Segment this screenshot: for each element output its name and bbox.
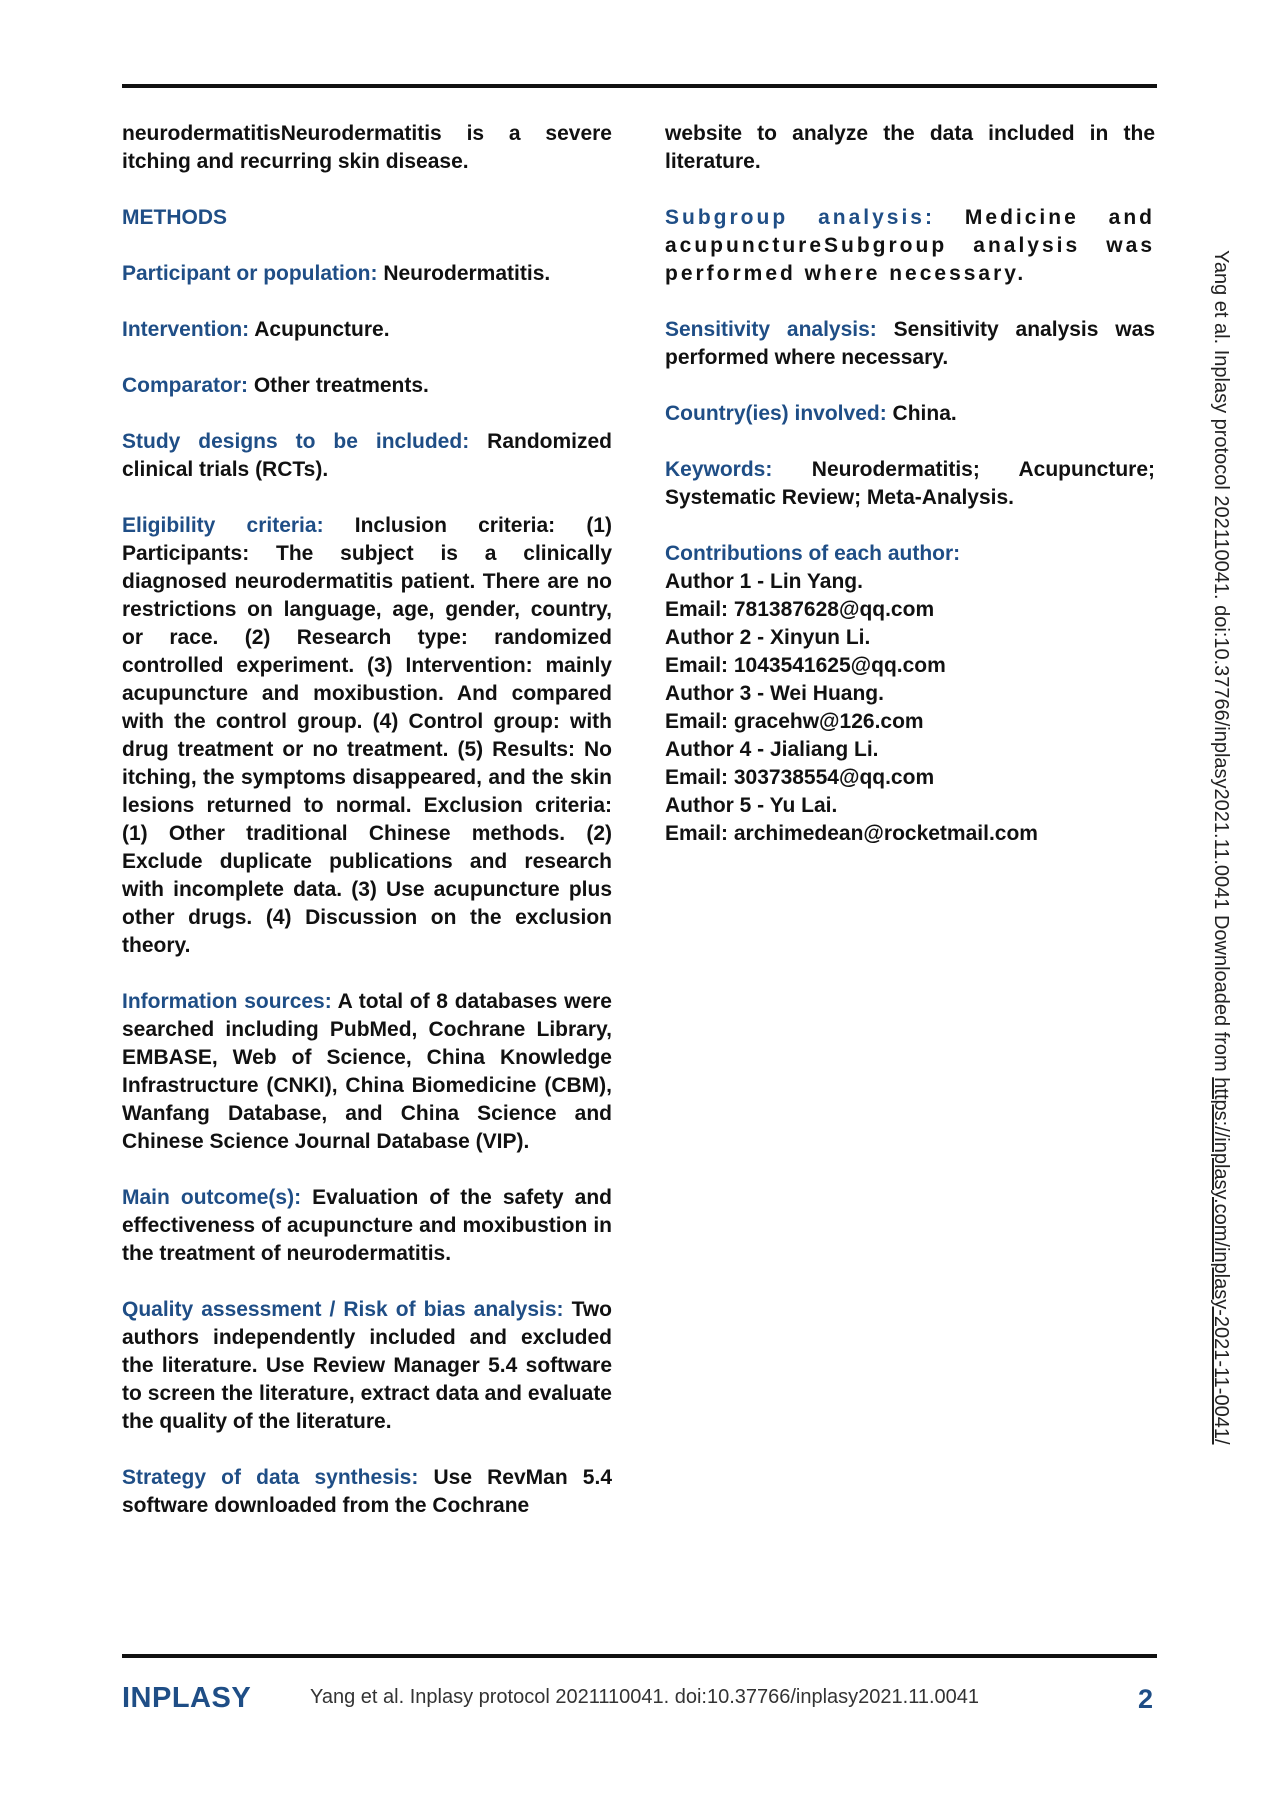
contributions-heading: Contributions of each author: [665, 542, 961, 565]
country-paragraph: Country(ies) involved: China. [665, 402, 957, 425]
information-sources-paragraph: Information sources: A total of 8 databases were searched including PubMed, Cochrane Library, EMBASE, Web of Science, China Knowledge Infrastructure (CNKI), China Biomedicine (CBM), Wanfang Database, and China Science and Chinese Science Journal Database (VIP). [122, 990, 612, 1153]
author-email: Email: 303738554@qq.com [665, 766, 935, 789]
data-synthesis-paragraph: Strategy of data synthesis: Use RevMan 5.4 software downloaded from the Cochrane [122, 1466, 612, 1517]
author-email: Email: 1043541625@qq.com [665, 654, 946, 677]
methods-heading: METHODS [122, 206, 227, 229]
footer-citation: Yang et al. Inplasy protocol 2021110041. doi:10.37766/inplasy2021.11.0041 [310, 1686, 980, 1708]
main-outcome-paragraph: Main outcome(s): Evaluation of the safety and effectiveness of acupuncture and moxibustion in the treatment of neurodermatitis. [122, 1186, 612, 1265]
author-email: Email: 781387628@qq.com [665, 598, 935, 621]
participant-paragraph: Participant or population: Neurodermatitis. [122, 262, 551, 285]
contributions-section [665, 540, 1155, 848]
author-line: Author 4 - Jialiang Li. [665, 738, 879, 761]
author-line: Author 1 - Lin Yang. [665, 570, 863, 593]
intervention-paragraph: Intervention: Acupuncture. [122, 318, 390, 341]
header-rule [122, 84, 1157, 88]
download-link[interactable]: https://inplasy.com/inplasy-2021-11-0041/ [1210, 1077, 1232, 1445]
keywords-paragraph: Keywords: Neurodermatitis; Acupuncture; Systematic Review; Meta-Analysis. [665, 458, 1155, 509]
study-designs-paragraph: Study designs to be included: Randomized clinical trials (RCTs). [122, 430, 612, 481]
footer-brand: INPLASY [122, 1682, 252, 1714]
intro-paragraph: neurodermatitisNeurodermatitis is a severe itching and recurring skin disease. [122, 122, 612, 173]
subgroup-paragraph: Subgroup analysis: Medicine and acupunctureSubgroup analysis was performed where necessary. [665, 206, 1156, 285]
right-column [665, 120, 1155, 848]
author-line: Author 2 - Xinyun Li. [665, 626, 871, 649]
page-number: 2 [1138, 1684, 1154, 1714]
author-email: Email: archimedean@rocketmail.com [665, 822, 1038, 845]
left-column [122, 120, 612, 1548]
data-synthesis-continued: website to analyze the data included in the literature. [665, 122, 1155, 173]
footer-rule [122, 1654, 1157, 1658]
author-email: Email: gracehw@126.com [665, 710, 924, 733]
comparator-paragraph: Comparator: Other treatments. [122, 374, 429, 397]
sensitivity-paragraph: Sensitivity analysis: Sensitivity analysis was performed where necessary. [665, 318, 1155, 369]
side-download-notice: Yang et al. Inplasy protocol 202110041. doi:10.37766/inplasy2021.11.0041 Downloaded from https://inplasy.com/inplasy-2021-11-0041/ [1210, 250, 1232, 1445]
author-line: Author 5 - Yu Lai. [665, 794, 838, 817]
author-line: Author 3 - Wei Huang. [665, 682, 884, 705]
eligibility-paragraph: Eligibility criteria: Inclusion criteria: (1) Participants: The subject is a clinically diagnosed neurodermatitis patient. There are no restrictions on language, age, gender, country, or race. (2) Research type: randomized controlled experiment. (3) Intervention: mainly acupuncture and moxibustion. And compared with the control group. (4) Control group: with drug treatment or no treatment. (5) Results: No itching, the symptoms disappeared, and the skin lesions returned to normal. Exclusion criteria: (1) Other traditional Chinese methods. (2) Exclude duplicate publications and research with incomplete data. (3) Use acupuncture plus other drugs. (4) Discussion on the exclusion theory. [122, 514, 612, 957]
quality-assessment-paragraph: Quality assessment / Risk of bias analysis: Two authors independently included and excluded the literature. Use Review Manager 5.4 software to screen the literature, extract data and evaluate the quality of the literature. [122, 1298, 613, 1433]
